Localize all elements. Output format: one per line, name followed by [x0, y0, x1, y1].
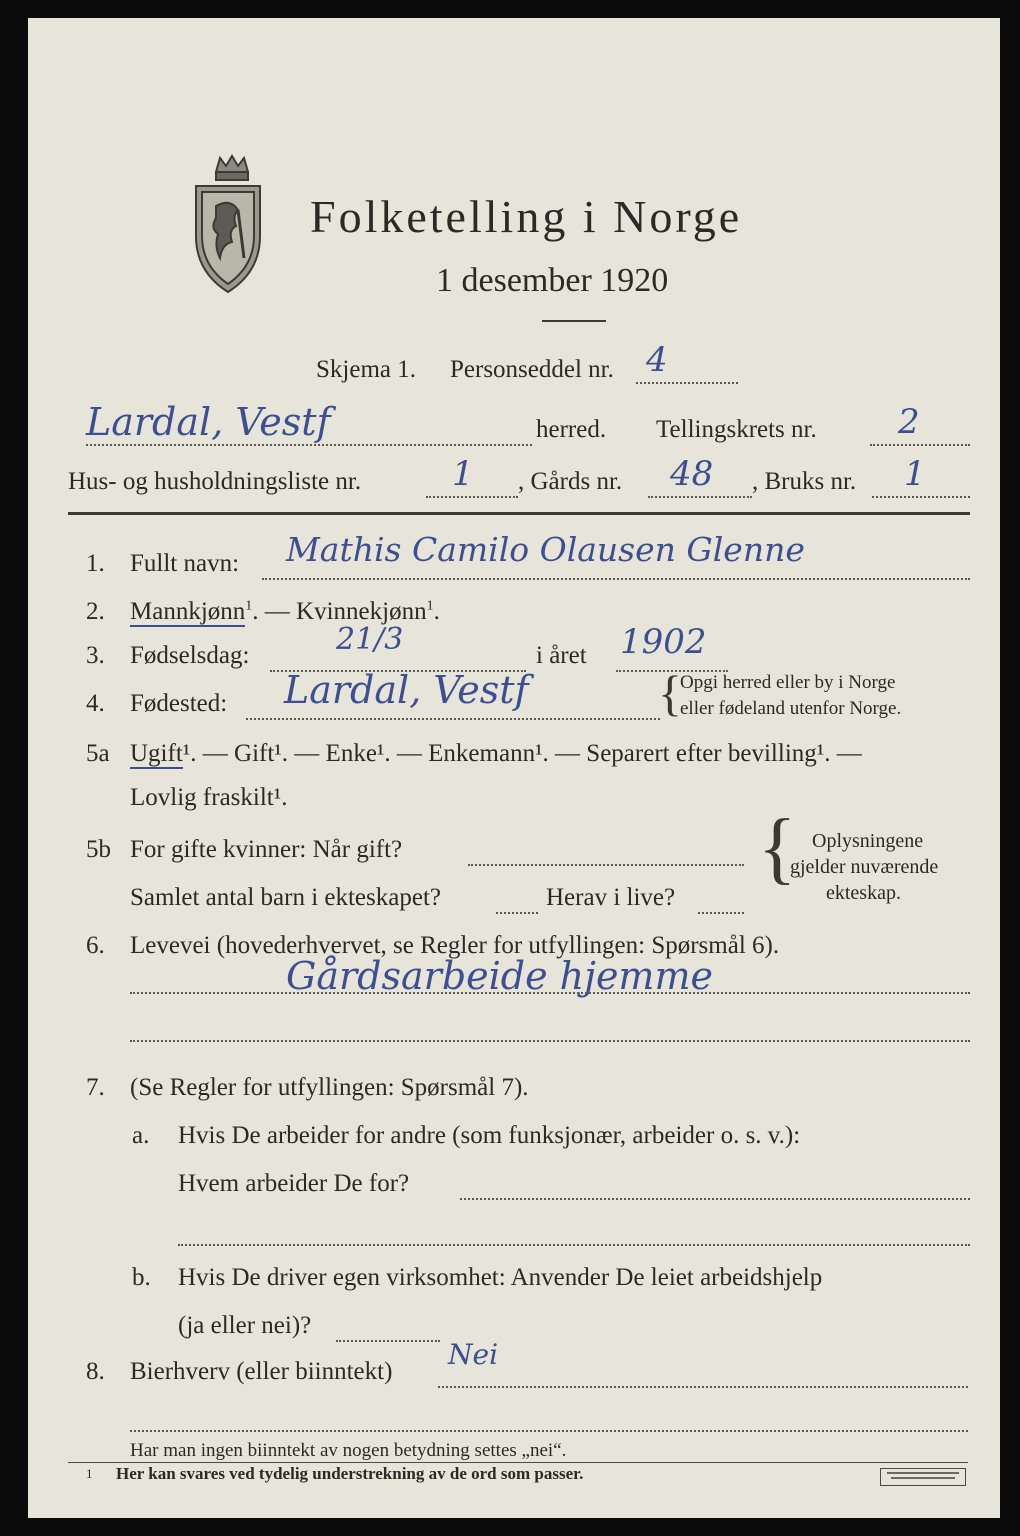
q2-separator: . — — [252, 598, 290, 625]
norwegian-coat-of-arms-icon — [186, 146, 270, 296]
footnote-mark: 1 — [86, 1466, 93, 1481]
q1-label: Fullt navn: — [130, 550, 240, 577]
no-income-note: Har man ingen biinntekt av nogen betydning settes „nei“. — [130, 1440, 567, 1461]
form-title: Folketelling i Norge — [310, 191, 743, 242]
q1-number: 1. — [86, 550, 105, 577]
hired-help-line — [336, 1340, 440, 1342]
side-income-line-2 — [130, 1430, 968, 1432]
q5b-note-line2: gjelder nuværende — [790, 856, 939, 878]
schema-label: Skjema 1. — [316, 356, 416, 383]
printer-stamp-icon — [880, 1468, 966, 1486]
marital-unmarried-option: Ugift — [130, 740, 183, 767]
q2-footnote-mark-2: 1 — [426, 598, 434, 614]
q3-number: 3. — [86, 642, 105, 669]
household-list-label: Hus- og husholdningsliste nr. — [68, 468, 362, 495]
q8-number: 8. — [86, 1358, 105, 1385]
q7b-number: b. — [132, 1264, 151, 1291]
q7-label: (Se Regler for utfyllingen: Spørsmål 7). — [130, 1074, 529, 1101]
married-when-label: For gifte kvinner: Når gift? — [130, 836, 403, 863]
children-total-label: Samlet antal barn i ekteskapet? — [130, 884, 441, 911]
birth-year-value: 1902 — [620, 622, 707, 662]
household-list-line — [426, 496, 518, 498]
herred-label: herred. — [536, 416, 607, 443]
children-alive-label: Herav i live? — [546, 884, 676, 911]
q5b-note-line1: Oplysningene — [812, 830, 924, 852]
tellingskrets-line — [870, 444, 970, 446]
census-form-sheet — [28, 18, 1000, 1518]
q4-note-line1: Opgi herred eller by i Norge — [680, 672, 896, 693]
q4-number: 4. — [86, 690, 105, 717]
holding-number-line — [872, 496, 970, 498]
birthday-value: 21/3 — [336, 622, 404, 657]
sex-male-option: Mannkjønn — [130, 598, 246, 625]
q5a-number: 5a — [86, 740, 110, 767]
herred-line — [86, 444, 532, 446]
footnote-divider — [68, 1462, 968, 1463]
q1-line — [262, 578, 970, 580]
q7b-label-line1: Hvis De driver egen virksomhet: Anvender De leiet arbeidshjelp — [178, 1264, 823, 1291]
holding-number-label: , Bruks nr. — [752, 468, 857, 495]
q7a-number: a. — [132, 1122, 150, 1149]
person-slip-value: 4 — [646, 340, 668, 380]
person-slip-label: Personseddel nr. — [450, 356, 614, 383]
farm-number-line — [648, 496, 752, 498]
q5b-number: 5b — [86, 836, 111, 863]
q4-brace: { — [658, 665, 682, 721]
tellingskrets-label: Tellingskrets nr. — [656, 416, 817, 443]
side-income-value: Nei — [448, 1338, 499, 1371]
q7a-label-line1: Hvis De arbeider for andre (som funksjonær, arbeider o. s. v.): — [178, 1122, 801, 1149]
birth-year-label: i året — [536, 642, 587, 669]
q5b-brace: { — [758, 804, 797, 892]
side-income-line-1 — [438, 1386, 968, 1388]
q6-number: 6. — [86, 932, 105, 959]
q2-end: . — [433, 598, 440, 625]
sex-female-option: Kvinnekjønn — [296, 598, 427, 625]
marital-other-options: ¹. — Gift¹. — Enke¹. — Enkemann¹. — Separert efter bevilling¹. — — [182, 740, 862, 767]
farm-number-value: 48 — [670, 454, 714, 494]
header-divider — [68, 512, 970, 515]
marital-status-options — [130, 740, 862, 768]
marital-divorced-option: Lovlig fraskilt¹. — [130, 784, 288, 811]
occupation-value: Gårdsarbeide hjemme — [286, 954, 713, 998]
q2-footnote-mark-1: 1 — [245, 598, 253, 614]
children-total-line — [496, 912, 538, 914]
person-slip-line — [636, 382, 738, 384]
occupation-line-1 — [130, 992, 970, 994]
household-list-value: 1 — [452, 454, 474, 494]
q8-label: Bierhverv (eller biinntekt) — [130, 1358, 393, 1385]
holding-number-value: 1 — [904, 454, 926, 494]
full-name-value: Mathis Camilo Olausen Glenne — [286, 530, 805, 569]
q7b-label-line2: (ja eller nei)? — [178, 1312, 312, 1339]
married-when-line — [468, 864, 744, 866]
footnote-text: Her kan svares ved tydelig understrekning av de ord som passer. — [116, 1464, 584, 1483]
q2-number: 2. — [86, 598, 105, 625]
q5b-note-line3: ekteskap. — [826, 882, 901, 904]
birthplace-value: Lardal, Vestf — [284, 668, 529, 712]
q3-label: Fødselsdag: — [130, 642, 250, 669]
employer-line-2 — [178, 1244, 970, 1246]
q7-number: 7. — [86, 1074, 105, 1101]
birthplace-line — [246, 718, 660, 720]
herred-value: Lardal, Vestf — [86, 400, 331, 444]
children-alive-line — [698, 912, 744, 914]
q6-label: Levevei (hovederhvervet, se Regler for utfyllingen: Spørsmål 6). — [130, 932, 780, 959]
form-date: 1 desember 1920 — [436, 262, 669, 299]
q7a-label-line2: Hvem arbeider De for? — [178, 1170, 410, 1197]
employer-line-1 — [460, 1198, 970, 1200]
q4-note-line2: eller fødeland utenfor Norge. — [680, 698, 902, 719]
q4-label: Fødested: — [130, 690, 228, 717]
farm-number-label: , Gårds nr. — [518, 468, 623, 495]
title-divider — [542, 320, 606, 322]
occupation-line-2 — [130, 1040, 970, 1042]
tellingskrets-value: 2 — [898, 402, 920, 442]
